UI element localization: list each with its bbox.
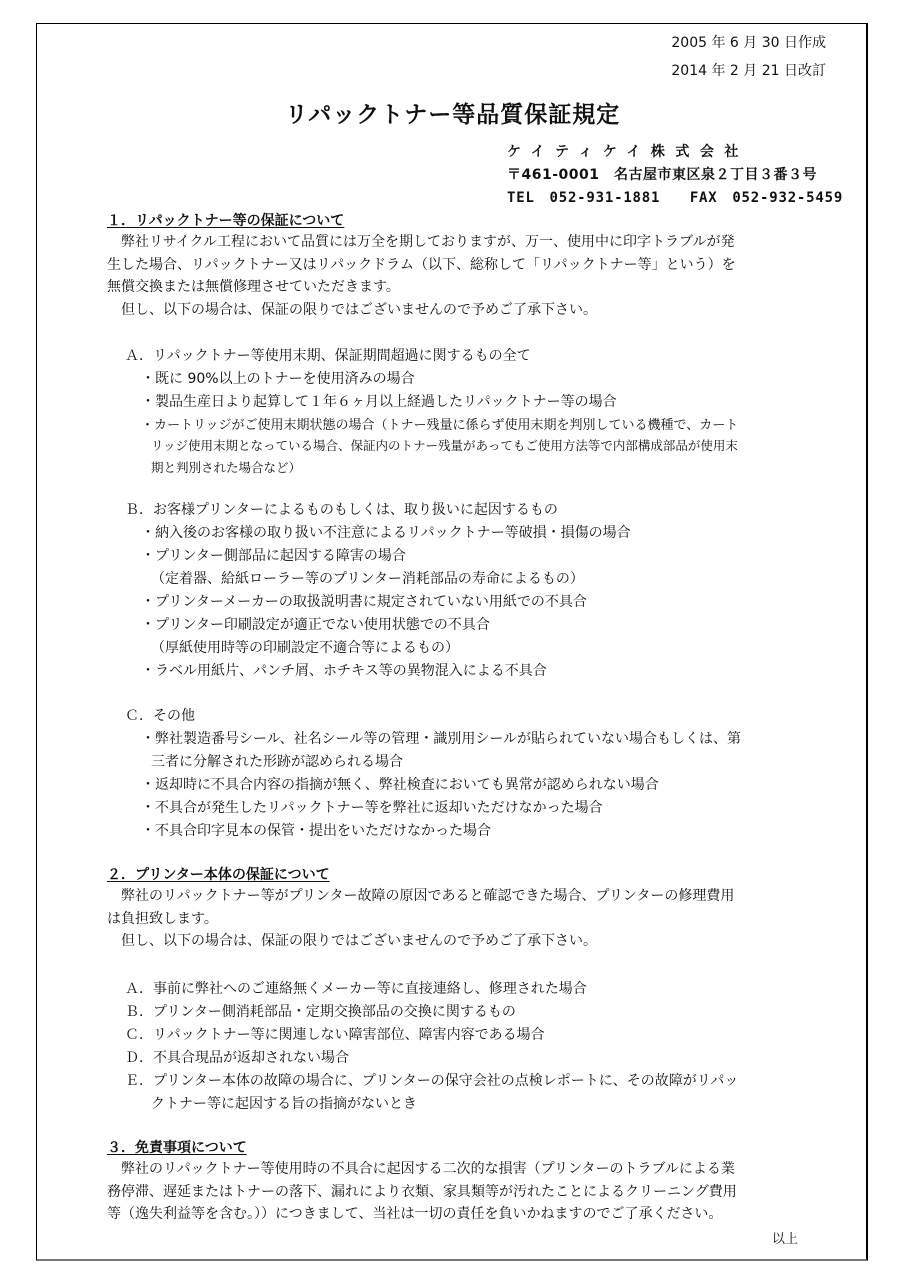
section-2-item: Ｃ．リパックトナー等に関連しない障害部位、障害内容である場合 — [125, 1027, 545, 1043]
group-a-item-cont: リッジ使用末期となっている場合、保証内のトナー残量があってもご使用方法等で内部構成部品が使用末 — [151, 438, 738, 453]
company-name: ケイティケイ株式会社 — [507, 144, 749, 160]
section-2-item: Ｅ．プリンター本体の故障の場合に、プリンターの保守会社の点検レポートに、その故障がリパッ — [125, 1073, 739, 1089]
intro-line: 但し、以下の場合は、保証の限りではございませんので予めご了承下さい。 — [107, 933, 597, 949]
revised-date: 2014 年 2 月 21 日改訂 — [671, 63, 826, 79]
section-2-item: Ｄ．不具合現品が返却されない場合 — [125, 1050, 349, 1066]
section-2-item-cont: クトナー等に起因する旨の指摘がないとき — [151, 1096, 417, 1112]
group-b-label: Ｂ．お客様プリンターによるものもしくは、取り扱いに起因するもの — [125, 502, 558, 518]
section-1-heading: １．リパックトナー等の保証について — [107, 213, 345, 229]
group-c-item-cont: 三者に分解された形跡が認められる場合 — [151, 754, 403, 770]
closing-mark: 以上 — [771, 1232, 798, 1247]
group-c-item: ・返却時に不具合内容の指摘が無く、弊社検査においても異常が認められない場合 — [141, 777, 659, 793]
section-2-heading: ２．プリンター本体の保証について — [107, 867, 330, 883]
company-address: 〒461-0001 名古屋市東区泉２丁目３番３号 — [507, 167, 817, 183]
section-3-heading: ３．免責事項について — [107, 1140, 247, 1156]
group-a-label: Ａ．リパックトナー等使用末期、保証期間超過に関するもの全て — [125, 348, 531, 364]
document-title: リパックトナー等品質保証規定 — [285, 102, 621, 128]
intro-line: 無償交換または無償修理させていただきます。 — [107, 279, 400, 295]
group-b-item: ・プリンターメーカーの取扱説明書に規定されていない用紙での不具合 — [141, 594, 587, 610]
group-c-item: ・不具合が発生したリパックトナー等を弊社に返却いただけなかった場合 — [141, 800, 603, 816]
group-b-item: ・プリンター側部品に起因する障害の場合 — [141, 548, 406, 564]
group-b-item-note: （厚紙使用時等の印刷設定不適合等によるもの） — [151, 640, 459, 656]
group-b-item: ・プリンター印刷設定が適正でない使用状態での不具合 — [141, 617, 490, 633]
body-line: 等（逸失利益等を含む。））につきまして、当社は一切の責任を負いかねますのでご了承ください。 — [107, 1206, 723, 1222]
intro-line: は負担致します。 — [107, 910, 218, 927]
body-line: 務停滞、遅延またはトナーの落下、漏れにより衣類、家具類等が汚れたことによるクリーニング費用 — [107, 1183, 737, 1200]
body-line: 弊社のリパックトナー等使用時の不具合に起因する二次的な損害（プリンターのトラブルによる業 — [107, 1161, 735, 1177]
group-c-item: ・弊社製造番号シール、社名シール等の管理・識別用シールが貼られていない場合もしくは、第 — [141, 731, 742, 747]
group-a-item-cont: 期と判別された場合など） — [151, 460, 302, 475]
group-a-item: ・製品生産日より起算して１年６ヶ月以上経過したリパックトナー等の場合 — [141, 394, 617, 410]
section-1-intro — [107, 231, 736, 321]
section-3-body — [107, 1158, 737, 1226]
section-2-intro — [107, 885, 734, 953]
intro-line: 弊社リサイクル工程において品質には万全を期しておりますが、万一、使用中に印字トラブルが発 — [107, 234, 735, 250]
group-c-label: Ｃ．その他 — [125, 708, 195, 724]
intro-line: 生した場合、リパックトナー又はリパックドラム（以下、総称して「リパックトナー等」という）を — [107, 256, 736, 273]
company-contact: TEL 052-931-1881 FAX 052-932-5459 — [507, 190, 844, 206]
group-c-item: ・不具合印字見本の保管・提出をいただけなかった場合 — [141, 823, 491, 839]
document-page — [36, 23, 868, 1261]
group-a-item: ・カートリッジがご使用末期状態の場合（トナー残量に係らず使用末期を判別している機種で、カート — [141, 418, 739, 433]
group-b-item: ・ラベル用紙片、パンチ屑、ホチキス等の異物混入による不具合 — [141, 663, 547, 679]
section-2-item: Ｂ．プリンター側消耗部品・定期交換部品の交換に関するもの — [125, 1004, 516, 1020]
created-date: 2005 年 6 月 30 日作成 — [671, 35, 826, 51]
group-b-item: ・納入後のお客様の取り扱い不注意によるリパックトナー等破損・損傷の場合 — [141, 525, 631, 541]
intro-line: 但し、以下の場合は、保証の限りではございませんので予めご了承下さい。 — [107, 301, 597, 318]
intro-line: 弊社のリパックトナー等がプリンター故障の原因であると確認できた場合、プリンターの修理費用 — [107, 888, 735, 904]
group-b-item-note: （定着器、給紙ローラー等のプリンター消耗部品の寿命によるもの） — [151, 571, 584, 587]
section-2-item: Ａ．事前に弊社へのご連絡無くメーカー等に直接連絡し、修理された場合 — [125, 981, 587, 997]
group-a-item: ・既に 90%以上のトナーを使用済みの場合 — [141, 371, 415, 387]
